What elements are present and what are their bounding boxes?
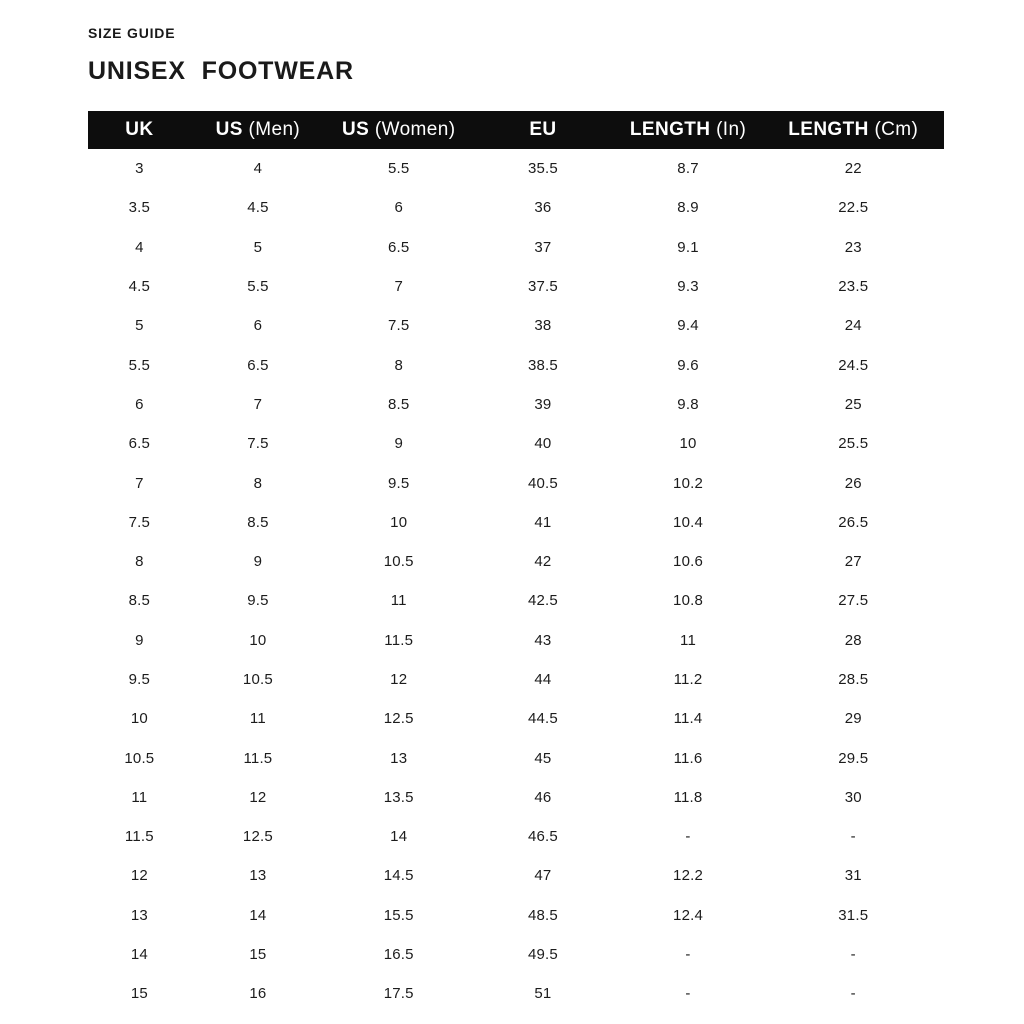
table-cell: 10 xyxy=(130,710,148,728)
table-cell: 24.5 xyxy=(838,356,869,374)
table-cell: 11.5 xyxy=(384,631,414,649)
table-cell: 36 xyxy=(534,199,552,217)
table-row xyxy=(88,345,944,384)
column-header-label: EU xyxy=(529,119,557,140)
table-cell: 14 xyxy=(390,828,408,846)
table-cell: 7 xyxy=(135,474,144,492)
table-row xyxy=(88,778,944,817)
table-cell: 35.5 xyxy=(527,160,558,178)
table-cell: 3.5 xyxy=(128,199,151,217)
table-cell: 4.5 xyxy=(247,199,269,217)
table-row xyxy=(88,699,944,738)
table-cell: 28.5 xyxy=(838,671,869,688)
column-header-label: US xyxy=(341,119,370,140)
column-header-uk xyxy=(88,111,191,149)
column-header-us-women xyxy=(325,111,472,149)
table-cell: 6 xyxy=(394,199,403,217)
table-cell: 11.5 xyxy=(124,828,154,846)
table-cell: 13.5 xyxy=(383,788,414,806)
table-cell: 42.5 xyxy=(527,592,558,610)
table-cell: 27 xyxy=(844,553,862,571)
table-cell: 10.2 xyxy=(673,474,704,492)
table-cell: 9.1 xyxy=(677,238,699,256)
table-row xyxy=(88,424,944,463)
table-cell: 14 xyxy=(249,906,267,924)
table-cell: 44.5 xyxy=(527,710,558,728)
table-cell: 13 xyxy=(249,867,267,885)
header-row xyxy=(88,111,944,149)
table-cell: 12.4 xyxy=(673,906,704,924)
table-cell: - xyxy=(685,946,691,964)
table-row xyxy=(88,503,944,542)
table-cell: 8 xyxy=(253,474,263,492)
table-cell: 10.8 xyxy=(673,592,704,610)
table-cell: 29 xyxy=(844,710,862,728)
table-cell: 38 xyxy=(534,317,552,335)
table-cell: 4.5 xyxy=(128,278,151,296)
table-cell: 44 xyxy=(534,671,552,688)
table-cell: 7 xyxy=(253,395,263,413)
table-cell: 6.5 xyxy=(247,356,269,374)
column-header-us-men xyxy=(191,111,325,149)
table-cell: 12.5 xyxy=(383,710,414,728)
table-row xyxy=(88,385,944,424)
table-cell: 10.4 xyxy=(673,513,704,531)
size-table xyxy=(88,111,944,1014)
table-cell: 11 xyxy=(131,788,148,806)
table-cell: 23 xyxy=(844,238,862,256)
table-cell: 8 xyxy=(394,356,403,374)
table-cell: 43 xyxy=(534,631,552,649)
table-cell: 37.5 xyxy=(527,278,558,296)
table-cell: 9.8 xyxy=(677,395,699,413)
table-cell: 25.5 xyxy=(838,435,869,453)
table-cell: 11 xyxy=(249,710,266,728)
table-row xyxy=(88,463,944,502)
table-cell: 10 xyxy=(249,631,267,649)
table-cell: 14.5 xyxy=(383,867,414,885)
table-cell: 40 xyxy=(534,435,552,453)
table-cell: - xyxy=(850,946,856,964)
table-cell: 7.5 xyxy=(247,435,269,453)
table-cell: 8.5 xyxy=(387,395,410,413)
table-cell: 15 xyxy=(130,985,148,1003)
table-cell: 11.8 xyxy=(673,788,703,806)
table-row xyxy=(88,149,944,188)
table-row xyxy=(88,228,944,267)
column-header-length-in xyxy=(614,111,763,149)
table-cell: 11.2 xyxy=(673,671,703,688)
table-cell: 11 xyxy=(390,592,407,610)
table-cell: 8.7 xyxy=(677,160,699,178)
table-cell: 9 xyxy=(394,435,403,453)
table-cell: 12 xyxy=(249,788,267,806)
table-cell: 8.9 xyxy=(677,199,699,217)
table-cell: 5.5 xyxy=(247,278,269,296)
table-cell: 16.5 xyxy=(383,946,414,964)
table-cell: 8.5 xyxy=(247,513,269,531)
table-cell: 10.5 xyxy=(383,553,414,571)
column-header-label: US xyxy=(215,119,243,140)
table-cell: 11.4 xyxy=(673,710,703,728)
table-cell: - xyxy=(685,828,691,846)
table-cell: 27.5 xyxy=(838,592,869,610)
table-cell: 8 xyxy=(135,553,144,571)
table-cell: 51 xyxy=(534,985,552,1003)
column-header-length-cm xyxy=(763,111,945,149)
table-cell: 5 xyxy=(135,317,144,335)
table-cell: - xyxy=(850,985,856,1003)
column-header-sublabel: (Women) xyxy=(374,119,456,140)
table-cell: 10.5 xyxy=(242,671,273,688)
table-cell: 39 xyxy=(534,395,552,413)
table-cell: 3 xyxy=(135,160,144,178)
table-cell: 9.3 xyxy=(677,278,699,296)
table-cell: 48.5 xyxy=(527,906,558,924)
table-cell: 5.5 xyxy=(387,160,410,178)
table-cell: 31 xyxy=(844,867,862,885)
table-cell: 14 xyxy=(130,946,148,964)
table-cell: 12.2 xyxy=(673,867,704,885)
column-header-sublabel: (In) xyxy=(716,119,747,140)
size-table-header xyxy=(88,111,944,149)
table-cell: 30 xyxy=(844,788,862,806)
table-cell: 6.5 xyxy=(387,238,410,256)
size-guide-content xyxy=(88,0,944,1014)
table-cell: 17.5 xyxy=(383,985,414,1003)
table-row xyxy=(88,935,944,974)
table-cell: 7 xyxy=(394,278,403,296)
table-cell: 22 xyxy=(844,160,862,178)
table-cell: 31.5 xyxy=(838,906,869,924)
table-cell: 29.5 xyxy=(838,749,869,767)
column-header-sublabel: (Men) xyxy=(248,119,301,140)
table-cell: 5 xyxy=(253,238,263,256)
table-cell: 9.5 xyxy=(128,671,151,688)
table-cell: 28 xyxy=(844,631,862,649)
table-cell: 9.5 xyxy=(247,592,269,610)
table-row xyxy=(88,306,944,345)
table-cell: 6 xyxy=(135,395,144,413)
table-cell: 8.5 xyxy=(128,592,151,610)
column-header-label: LENGTH xyxy=(788,119,869,140)
table-cell: 9.6 xyxy=(677,356,699,374)
table-cell: 15.5 xyxy=(383,906,414,924)
table-row xyxy=(88,660,944,699)
table-cell: 26 xyxy=(844,474,862,492)
table-cell: 15 xyxy=(249,946,267,964)
table-cell: - xyxy=(685,985,691,1003)
table-cell: 10.6 xyxy=(673,553,704,571)
table-cell: - xyxy=(850,828,856,846)
table-cell: 37 xyxy=(534,238,552,256)
table-cell: 40.5 xyxy=(527,474,558,492)
table-cell: 24 xyxy=(844,317,862,335)
size-table-body xyxy=(88,149,944,1014)
table-cell: 4 xyxy=(135,238,144,256)
table-row xyxy=(88,188,944,227)
table-cell: 45 xyxy=(534,749,552,767)
table-cell: 16 xyxy=(249,985,267,1003)
table-cell: 9 xyxy=(135,631,144,649)
table-row xyxy=(88,621,944,660)
table-cell: 9 xyxy=(253,553,263,571)
table-cell: 42 xyxy=(534,553,552,571)
table-cell: 22.5 xyxy=(838,199,869,217)
table-cell: 10 xyxy=(390,513,408,531)
table-cell: 10 xyxy=(679,435,697,453)
table-cell: 7.5 xyxy=(387,317,410,335)
table-cell: 47 xyxy=(534,867,552,885)
table-cell: 12.5 xyxy=(242,828,273,846)
table-cell: 13 xyxy=(130,906,148,924)
table-cell: 9.5 xyxy=(387,474,410,492)
column-header-sublabel: (Cm) xyxy=(874,119,919,140)
table-cell: 12 xyxy=(130,867,148,885)
table-cell: 13 xyxy=(390,749,408,767)
table-cell: 46.5 xyxy=(527,828,558,846)
table-cell: 11 xyxy=(680,631,697,649)
table-cell: 41 xyxy=(534,513,552,531)
table-cell: 49.5 xyxy=(527,946,558,964)
table-cell: 6 xyxy=(253,317,263,335)
table-cell: 38.5 xyxy=(527,356,558,374)
table-cell: 6.5 xyxy=(128,435,151,453)
page-title: UNISEX FOOTWEAR xyxy=(88,57,354,85)
table-cell: 25 xyxy=(844,395,862,413)
table-row xyxy=(88,581,944,620)
table-row xyxy=(88,896,944,935)
column-header-eu xyxy=(472,111,613,149)
table-row xyxy=(88,738,944,777)
column-header-label: LENGTH xyxy=(629,119,711,140)
table-cell: 5.5 xyxy=(128,356,151,374)
table-cell: 26.5 xyxy=(838,513,869,531)
table-cell: 4 xyxy=(253,160,263,178)
table-cell: 11.5 xyxy=(243,749,273,767)
table-cell: 7.5 xyxy=(128,513,151,531)
table-row xyxy=(88,267,944,306)
table-row xyxy=(88,817,944,856)
size-guide-eyebrow: SIZE GUIDE xyxy=(88,25,176,41)
table-cell: 10.5 xyxy=(124,749,155,767)
table-cell: 9.4 xyxy=(677,317,699,335)
column-header-label: UK xyxy=(125,119,154,140)
table-cell: 12 xyxy=(390,671,408,688)
table-row xyxy=(88,974,944,1013)
table-cell: 11.6 xyxy=(673,749,703,767)
table-cell: 46 xyxy=(534,788,552,806)
table-cell: 23.5 xyxy=(838,278,869,296)
table-row xyxy=(88,542,944,581)
table-row xyxy=(88,856,944,895)
